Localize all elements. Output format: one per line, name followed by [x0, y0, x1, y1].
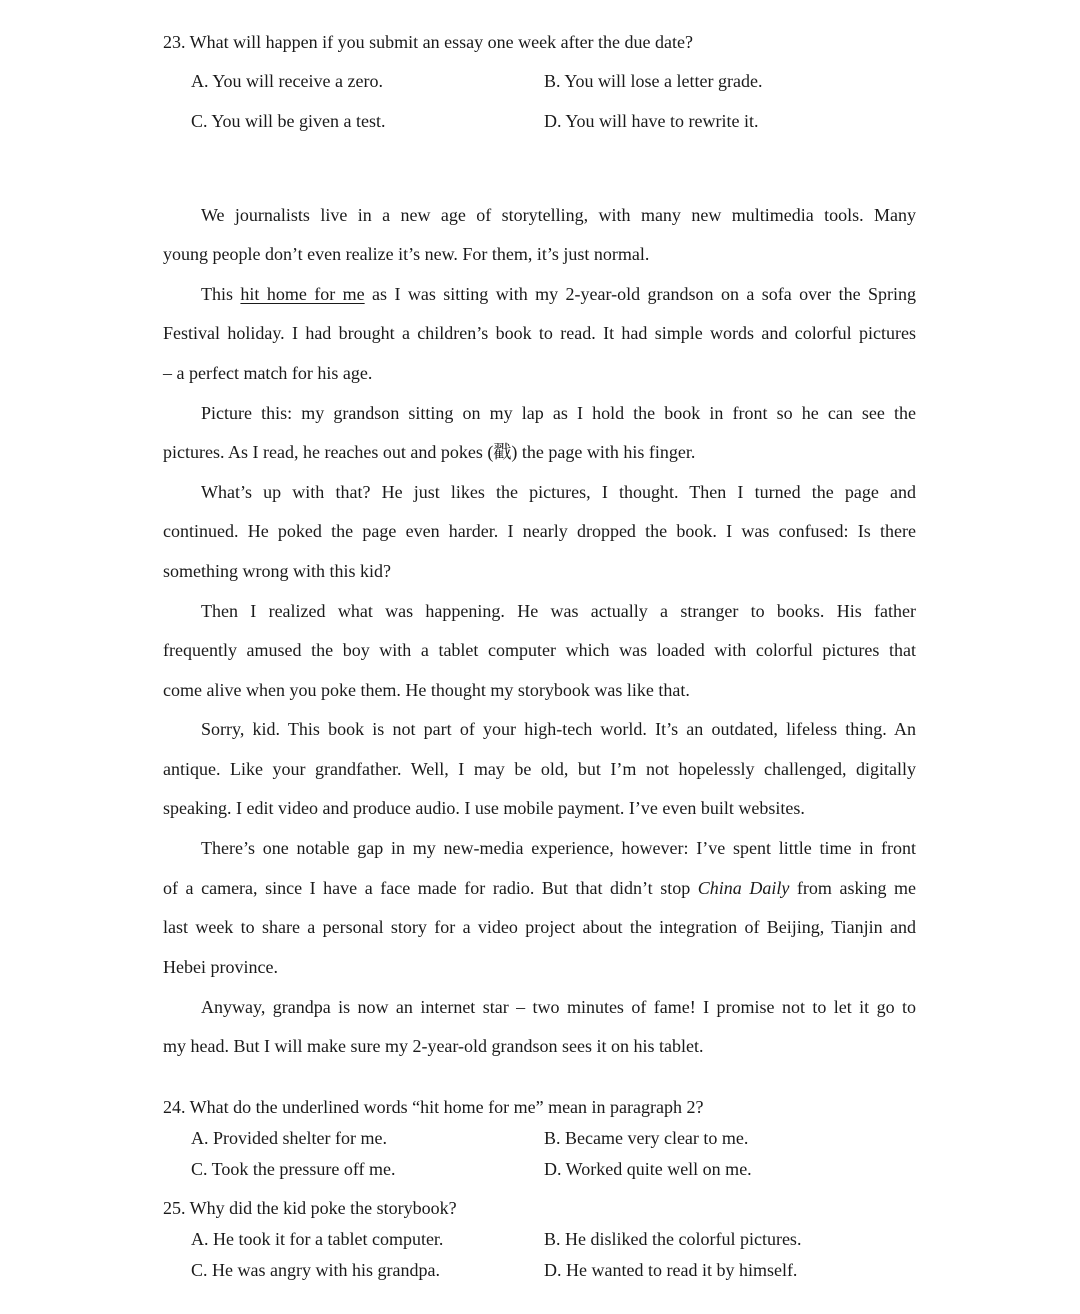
- passage-text: as I was sitting with my 2-year-old grandson on a sofa over the Spring: [364, 284, 916, 304]
- q25-option-b: B. He disliked the colorful pictures.: [544, 1229, 802, 1249]
- q24-option-c: C. Took the pressure off me.: [191, 1159, 396, 1179]
- q24-option-a: A. Provided shelter for me.: [191, 1128, 387, 1148]
- passage-line: last week to share a personal story for a video project about the integration of Beijing, Tianjin and: [163, 917, 916, 937]
- passage-line: Then I realized what was happening. He was actually a stranger to books. His father: [201, 601, 916, 621]
- passage-line: frequently amused the boy with a tablet computer which was loaded with colorful pictures that: [163, 640, 916, 660]
- passage-text: of a camera, since I have a face made for radio. But that didn’t stop: [163, 878, 698, 898]
- q25-option-a: A. He took it for a tablet computer.: [191, 1229, 444, 1249]
- passage-line: – a perfect match for his age.: [163, 363, 373, 383]
- question-25: 25. Why did the kid poke the storybook?: [163, 1198, 457, 1218]
- passage-line: [163, 877, 916, 899]
- passage-line: Sorry, kid. This book is not part of your high-tech world. It’s an outdated, lifeless thing. An: [201, 719, 916, 739]
- passage-line: Festival holiday. I had brought a children’s book to read. It had simple words and colorful pictures: [163, 323, 916, 343]
- question-23: 23. What will happen if you submit an essay one week after the due date?: [163, 32, 693, 52]
- q23-option-d: D. You will have to rewrite it.: [544, 111, 759, 131]
- q24-option-d: D. Worked quite well on me.: [544, 1159, 752, 1179]
- passage-line: young people don’t even realize it’s new. For them, it’s just normal.: [163, 244, 650, 264]
- q23-option-a: A. You will receive a zero.: [191, 71, 383, 91]
- passage-line: We journalists live in a new age of storytelling, with many new multimedia tools. Many: [201, 205, 916, 225]
- passage-line: Picture this: my grandson sitting on my lap as I hold the book in front so he can see the: [201, 403, 916, 423]
- passage-line: continued. He poked the page even harder. I nearly dropped the book. I was confused: Is there: [163, 521, 916, 541]
- passage-line: Anyway, grandpa is now an internet star – two minutes of fame! I promise not to let it go to: [201, 997, 916, 1017]
- passage-line: What’s up with that? He just likes the pictures, I thought. Then I turned the page and: [201, 482, 916, 502]
- passage-line: Hebei province.: [163, 957, 278, 977]
- passage-line: my head. But I will make sure my 2-year-old grandson sees it on his tablet.: [163, 1036, 704, 1056]
- q23-option-b: B. You will lose a letter grade.: [544, 71, 763, 91]
- italic-title: China Daily: [697, 878, 790, 898]
- passage-line: There’s one notable gap in my new-media experience, however: I’ve spent little time in front: [201, 838, 916, 858]
- passage-line: pictures. As I read, he reaches out and pokes (戳) the page with his finger.: [163, 442, 696, 462]
- passage-text: from asking me: [789, 878, 916, 898]
- passage-line: antique. Like your grandfather. Well, I may be old, but I’m not hopelessly challenged, digitally: [163, 759, 916, 779]
- q23-option-c: C. You will be given a test.: [191, 111, 386, 131]
- q25-option-c: C. He was angry with his grandpa.: [191, 1260, 440, 1280]
- passage-line: something wrong with this kid?: [163, 561, 391, 581]
- passage-line: speaking. I edit video and produce audio. I use mobile payment. I’ve even built websites.: [163, 798, 805, 818]
- q24-option-b: B. Became very clear to me.: [544, 1128, 749, 1148]
- q25-option-d: D. He wanted to read it by himself.: [544, 1260, 798, 1280]
- passage-line: come alive when you poke them. He thought my storybook was like that.: [163, 680, 690, 700]
- passage-text: This: [201, 284, 241, 304]
- question-24: 24. What do the underlined words “hit home for me” mean in paragraph 2?: [163, 1097, 704, 1117]
- passage-line: [201, 283, 916, 305]
- underlined-phrase: hit home for me: [240, 284, 365, 304]
